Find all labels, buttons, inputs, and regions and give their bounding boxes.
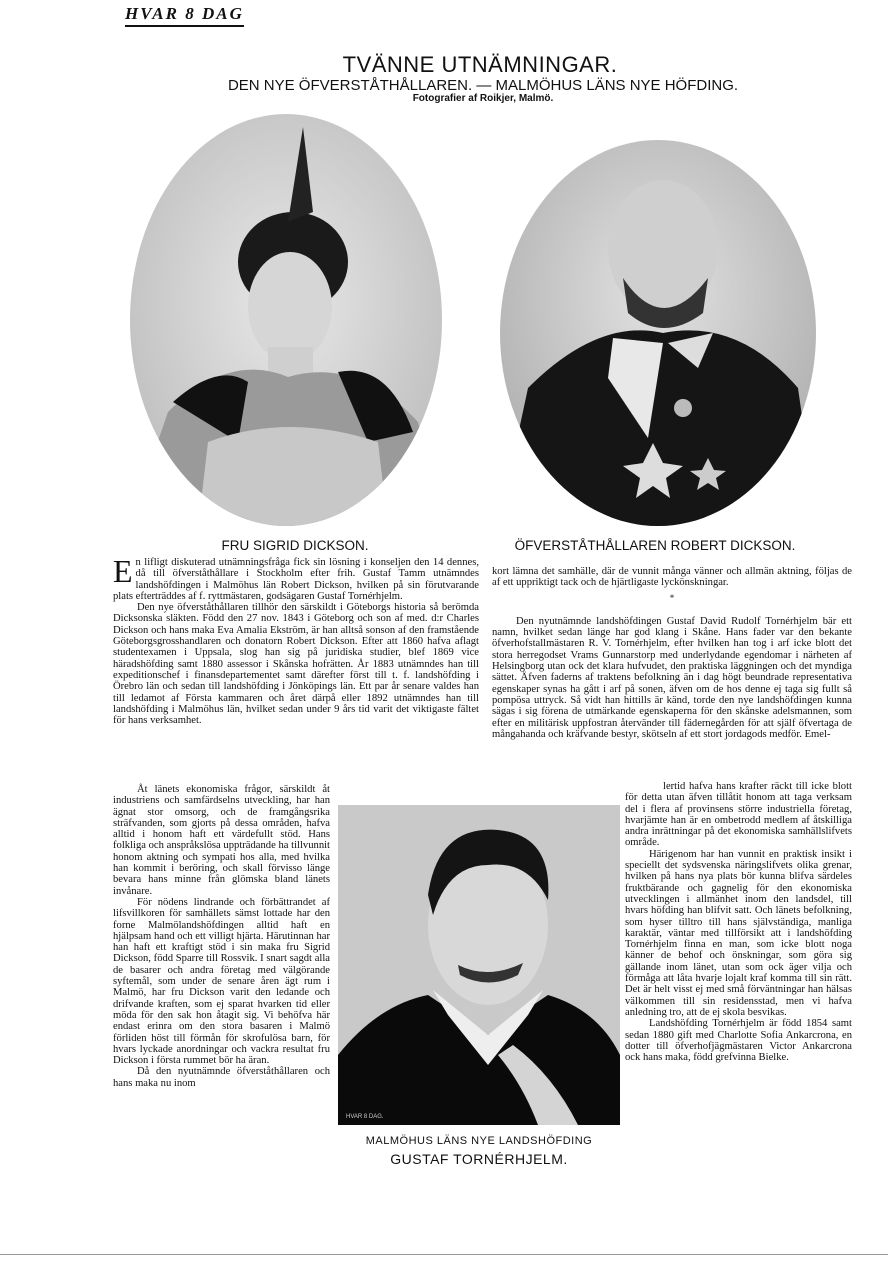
paragraph: lertid hafva hans krafter räckt till icke blott för detta utan äfven tillåtit honom att taga verksam del i flera af provinsens större industriella företag, hvarjämte han är en ombetrodd medlem af åtskilliga andra inrättningar på det ekonomiska samhällslifvets område. — [625, 781, 852, 849]
caption-middle-line1: MALMÖHUS LÄNS NYE LANDSHÖFDING — [365, 1135, 593, 1147]
right-column-wide — [492, 566, 852, 740]
paragraph: Den nyutnämnde landshöfdingen Gustaf David Rudolf Tornérhjelm bär ett namn, hvilket sedan länge har god klang i Skåne. Hans fader var den bekante öfverhofstallmästaren R. V. Tornérhjelm, efter hvilken han tog i arf icke blott det stora herregodset Vrams Gunnarstorp med underlydande egendomar i närheten af Helsingborg utan ock det klara hufvudet, den praktiska läggningen och det myndiga sättet. Äfven faderns af traktens befolkning än i dag högt beundrade representativa egenskaper synas ha gått i arf på sonen, äfven om de hos denne ej taga sig fullt så pompösa uttryck. Så vidt han hittills är känd, torde den nye landshöfdingen kunna sägas i sig förena de utmärkande egenskaperna för den skånske adelsmannen, som efter en militärisk uppfostran återvänder till fädernegården för att själf öfvertaga de mångahanda och kräfvande bestyr, skötseln af ett stort jordagods medför. Emel- — [492, 615, 852, 740]
headline-title: TVÄNNE UTNÄMNINGAR. — [342, 52, 618, 77]
caption-left-portrait: FRU SIGRID DICKSON. — [221, 538, 369, 553]
portrait-sigrid-dickson — [128, 112, 444, 528]
paragraph: Den nye öfverståthållaren tillhör den särskildt i Göteborgs historia så berömda Dicksonska släkten. Född den 27 nov. 1843 i Göteborg och son af med. d:r Charles Dickson och hans maka Eva Amalia Ekström, är han alltså sonson af den framstående Göteborgsgrosshandlaren och donatorn Robert Dickson. Efter att 1860 hafva aflagt studentexamen i Uppsala, slog han sig på juridiska studier, blef 1869 vice häradshöfding samt 1880 assessor i Skånska hofrätten. År 1883 utnämndes han till expeditionschef i finansdepartementet samt därefter först till t. f. landshöfding i Örebro län och sedan till landshöfding i Jönköpings län. Ett par år senare valdes han till ledamot af Första kammaren och året därpå eller 1892 utnämndes han till landshöfding i Malmöhus län, hvilket sedan under 9 års tid varit det viktigaste fältet för hans verksamhet. — [113, 602, 479, 727]
left-column-narrow — [113, 784, 330, 1089]
paragraph: Landshöfding Tornérhjelm är född 1854 samt sedan 1880 gift med Charlotte Sofia Ankarcrona, en dotter till öfverhofjägmästaren Victor Ankarcrona ock hans maka, född grefvinna Bielke. — [625, 1018, 852, 1064]
separator-star: * — [669, 592, 675, 603]
paragraph: Härigenom har han vunnit en praktisk insikt i speciellt det sydsvenska näringslifvets olika grenar, hvilken på hans nya plats bör kunna blifva särdeles fruktbärande och gagnelig för den ekonomiska utvecklingen i allmänhet inom den landsdel, till hvars höfding han blifvit satt. Och länets befolkning, som hyser tilltro till hans självständiga, manliga karaktär, väntar med tillförsikt att i landshöfding Tornérhjelm finna en man, som icke blott noga känner de behof och önskningar, som göra sig gällande inom länet, utan som ock äger vilja och förmåga att låta hvarje lojalt kraf komma till sin rätt. Det är helt visst ej med små förväntningar han hälsas välkommen till sin residensstad, men vi hafva anledning tro, att de ej skola besvikas. — [625, 848, 852, 1018]
paragraph: kort lämna det samhälle, där de vunnit många vänner och allmän aktning, följas de af ett uppriktigt tack och de hjärtligaste lyckönskningar. — [492, 566, 852, 589]
paragraph: Då den nyutnämnde öfverståthållaren och hans maka nu inom — [113, 1066, 330, 1089]
bottom-rule — [0, 1254, 888, 1255]
left-column-wide — [113, 553, 479, 727]
masthead: HVAR 8 DAG — [125, 4, 244, 27]
headline-subtitle: DEN NYE ÖFVERSTÅTHÅLLAREN. — MALMÖHUS LÄNS NYE HÖFDING. — [227, 77, 739, 94]
caption-right-portrait: ÖFVERSTÅTHÅLLAREN ROBERT DICKSON. — [514, 538, 796, 553]
paragraph: Åt länets ekonomiska frågor, särskildt åt industriens och samfärdselns utveckling, har han ägnat stor omsorg, och de framgångsrika sträfvanden, som gjorts på dessa områden, hafva alltid i honom haft ett värdefullt stöd. Hans folkliga och anspråkslösa uppträdande ha tillvunnit honom aktning och sympati hos alla, med hvilka han kommit i beröring, och skall förvisso länge bevara hans minne från glömska bland länets invånare. — [113, 784, 330, 897]
caption-middle-line2: GUSTAF TORNÉRHJELM. — [390, 1151, 568, 1167]
portrait-gustaf-tornerhjelm — [338, 805, 620, 1125]
photo-credit: Fotografier af Roikjer, Malmö. — [412, 93, 554, 104]
drop-cap: E — [113, 553, 133, 589]
paragraph: n lifligt diskuterad utnämningsfråga fick sin lösning i konseljen den 14 dennes, då till öfverståthållare i Stockholm efter frih. Gustaf Tamm utnämndes landshöfdingen i Malmöhus län Robert Dickson, hvilken på sin förutvarande plats efterträddes af f. ryttmästaren, godsägaren Gustaf Tornérhjelm. — [113, 557, 479, 602]
right-column-narrow — [625, 781, 852, 1063]
photo-watermark: HVAR 8 DAG. — [346, 1114, 384, 1120]
portrait-robert-dickson — [498, 138, 818, 528]
paragraph: För nödens lindrande och förbättrandet af lifsvillkoren för samhällets sämst lottade har den forne Malmölandshöfdingen alltid haft en hjälpsam hand och ett villigt hjärta. Härutinnan har han haft ett kraftigt stöd i sin maka fru Sigrid Dickson, född Sparre till Rossvik. I snart sagdt alla de basarer och andra företag med välgörande syftemål, som under de senare åren ägt rum i Malmö, har fru Dickson varit den ledande och drifvande kraften, som ej sparat hvarken tid eller möda för den sak hon åtagit sig. Vi behöfva här endast erinra om den stora basaren i Malmö förliden höst till förmån för skrofulösa barn, för hvars lyckade anordningar och vackra resultat fru Dickson i första rummet bör ha äran. — [113, 896, 330, 1067]
